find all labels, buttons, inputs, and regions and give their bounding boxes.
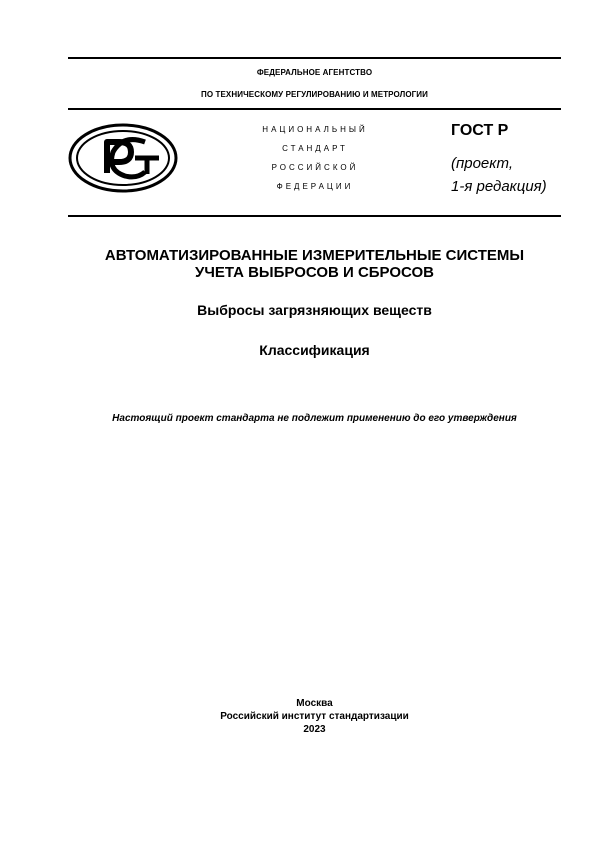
draft-notice: Настоящий проект стандарта не подлежит применению до его утверждения	[112, 413, 517, 424]
divider-rule	[68, 215, 561, 217]
document-subtitle-2: Классификация	[259, 342, 370, 358]
footer-publisher: Российский институт стандартизации	[220, 711, 409, 722]
national-line-2: СТАНДАРТ	[282, 144, 348, 153]
document-subtitle: Выбросы загрязняющих веществ	[197, 302, 432, 318]
footer-year: 2023	[303, 724, 326, 735]
agency-line-2: ПО ТЕХНИЧЕСКОМУ РЕГУЛИРОВАНИЮ И МЕТРОЛОГИИ	[200, 90, 429, 99]
header-rule	[68, 108, 561, 110]
title-line-1: АВТОМАТИЗИРОВАННЫЕ ИЗМЕРИТЕЛЬНЫЕ СИСТЕМЫ	[104, 247, 525, 264]
top-rule	[68, 57, 561, 59]
national-line-3: РОССИЙСКОЙ	[271, 163, 359, 172]
draft-status: (проект,	[451, 155, 514, 172]
document-title	[68, 247, 561, 281]
agency-line-1: ФЕДЕРАЛЬНОЕ АГЕНТСТВО	[256, 68, 373, 77]
footer-city: Москва	[296, 698, 333, 709]
rst-logo-icon	[67, 122, 179, 194]
national-line-4: ФЕДЕРАЦИИ	[276, 182, 354, 191]
standard-code: ГОСТ Р	[451, 122, 509, 139]
edition-label: 1-я редакция)	[451, 178, 547, 195]
title-line-2: УЧЕТА ВЫБРОСОВ И СБРОСОВ	[195, 264, 434, 281]
national-line-1: НАЦИОНАЛЬНЫЙ	[262, 125, 368, 134]
